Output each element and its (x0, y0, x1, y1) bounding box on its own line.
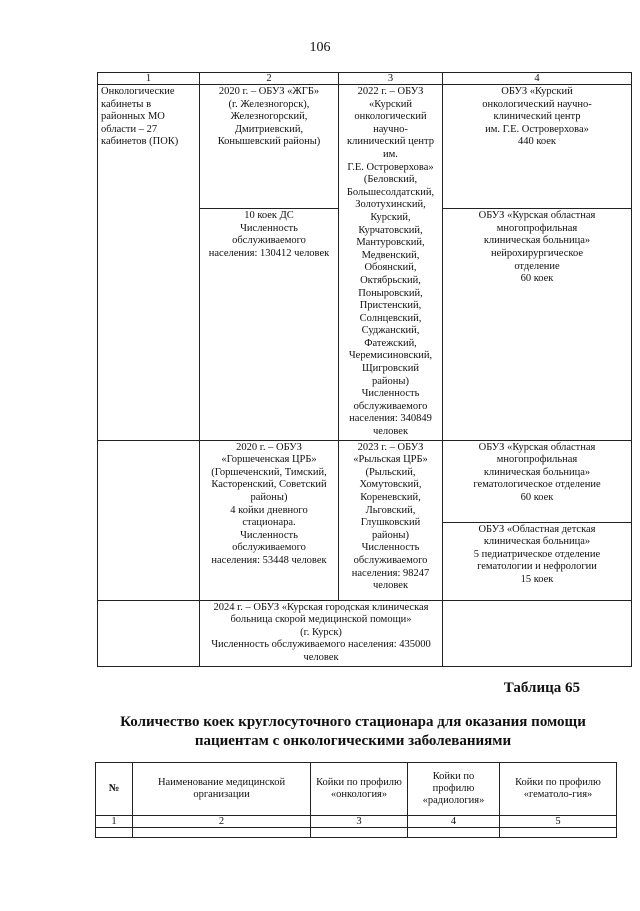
cell-line: Льговский, (365, 504, 416, 516)
col-number: 2 (133, 816, 311, 828)
cell-line: (Горшеченский, Тимский, (211, 466, 327, 478)
cell-line: клиническая больница» (483, 235, 591, 247)
header-oncology-beds: Койки по профилю «онкология» (311, 763, 408, 816)
cell-line: районы) (372, 529, 409, 541)
cell-line: Мантуровский, (356, 237, 425, 249)
cell-line: Черемисиновский, (348, 350, 433, 362)
cell-line: Курчатовский, (358, 224, 423, 236)
cell-line: ОБУЗ «Курская областная (478, 441, 596, 453)
cell-line: 15 коек (520, 574, 554, 585)
cell-line: Пристенский, (359, 300, 422, 312)
cell-line: онкологический научно- (482, 98, 592, 110)
cell-line: 10 коек ДС (244, 210, 294, 222)
cell-line: 2020 г. – ОБУЗ «ЖГБ» (218, 86, 320, 97)
cell-line: Дмитриевский, (234, 123, 304, 135)
cell-line: Солнцевский, (359, 312, 422, 324)
cell-line: Кореневский, (360, 492, 421, 503)
cell-line: населения: 53448 человек (211, 554, 327, 566)
cell-line: 5 педиатрическое отделение (473, 548, 601, 560)
cell-line: человек (372, 426, 409, 438)
cell-line: (г. Курск) (300, 626, 342, 638)
cell-line: ОБУЗ «Областная детская (478, 523, 596, 535)
cell-line: Железногорский, (230, 111, 308, 123)
table-65-label: Таблица 65 (503, 680, 580, 696)
cell-line: стационара. (242, 517, 296, 529)
cell-empty (98, 440, 200, 600)
cell-line: Касторенский, Советский (211, 479, 327, 491)
cell-zhgb (200, 85, 339, 209)
cell-line: Щигровский (362, 363, 419, 375)
cell-empty (96, 828, 133, 838)
cell-line: человек (372, 580, 409, 592)
cell-line: гематологии и нефрологии (477, 561, 597, 573)
table-65-header-row (96, 763, 617, 816)
cell-line: 2024 г. – ОБУЗ «Курская городская клиническая (213, 601, 429, 613)
cell-line: Обоянский, (364, 262, 417, 274)
cell-line: Конышевский районы) (217, 136, 321, 148)
cell-regional-hospital-neurosurgery (443, 209, 632, 440)
cell-empty (443, 600, 632, 666)
cell-line: ОБУЗ «Курская областная (478, 210, 596, 222)
cell-kursk-onco-center-2022 (339, 85, 443, 441)
cell-line: обслуживаемого (232, 235, 306, 247)
cell-line: Октябрьский, (360, 274, 421, 286)
cell-empty (500, 828, 617, 838)
col-number: 4 (443, 73, 632, 85)
cell-line: им. Г.Е. Островерхова» (485, 123, 589, 135)
header-org-name: Наименование медицинской организации (133, 763, 311, 816)
cell-line: Большесолдатский, (346, 186, 435, 198)
header-number: № (96, 763, 133, 816)
cell-line: онкологический (354, 111, 427, 123)
cell-line: Медвенский, (361, 249, 420, 261)
cell-line: клинический центр (493, 111, 581, 123)
table-row (96, 828, 617, 838)
cell-empty (408, 828, 500, 838)
cell-line: клинический центр (347, 136, 434, 148)
cell-line: Численность (361, 388, 420, 400)
cell-line: 2023 г. – ОБУЗ (357, 441, 424, 453)
cell-line: Глушковский (360, 517, 421, 529)
header-hematology-beds: Койки по профилю «гематоло-гия» (500, 763, 617, 816)
cell-line: научно- (373, 123, 408, 135)
cell-line: 4 койки дневного (230, 504, 308, 516)
cell-line: обслуживаемого (353, 400, 428, 412)
cell-line: (Рыльский, (365, 466, 416, 478)
cell-kursk-onco-center (443, 85, 632, 209)
cell-line: (Беловский, (363, 174, 418, 186)
cell-line: Курский, (370, 211, 411, 223)
header-radiology-beds: Койки по профилю «радиология» (408, 763, 500, 816)
col-number: 3 (311, 816, 408, 828)
table-65-column-numbers (96, 816, 617, 828)
table-65 (95, 762, 617, 838)
table-row (98, 440, 632, 522)
cell-empty (133, 828, 311, 838)
cell-line: населения: 98247 (351, 567, 430, 579)
cell-regional-hospital-hematology (443, 440, 632, 522)
cell-line: (г. Железногорск), (228, 98, 310, 110)
cell-empty (311, 828, 408, 838)
cell-line: гематологическое отделение (473, 479, 601, 491)
cell-line: Численность обслуживаемого населения: 435000 (211, 639, 431, 651)
caption-line: пациентам с онкологическими заболеваниями (194, 733, 512, 749)
col-number: 5 (500, 816, 617, 828)
cell-line: районы) (250, 492, 288, 503)
cell-line: обслуживаемого (232, 542, 306, 554)
caption-line: Количество коек круглосуточного стационара для оказания помощи (120, 714, 586, 730)
table-row (98, 600, 632, 666)
cell-line: районы) (372, 375, 409, 387)
cell-line: многопрофильная (496, 222, 578, 234)
cell-line: населения: 130412 человек (208, 247, 330, 259)
cell-line: населения: 340849 (349, 413, 432, 425)
cell-line: человек (303, 652, 339, 663)
cell-line: 440 коек (517, 136, 557, 148)
cell-line: 2020 г. – ОБУЗ (236, 441, 302, 453)
cell-line: «Рыльская ЦРБ» (353, 454, 428, 466)
cell-line: «Курский (369, 98, 412, 110)
table-row (98, 85, 632, 209)
cell-line: многопрофильная (496, 454, 578, 466)
cell-line: им. (383, 148, 398, 160)
cell-line: Хомутовский, (359, 479, 422, 491)
cell-line: 60 коек (520, 492, 554, 503)
cell-line: 2022 г. – ОБУЗ (357, 86, 424, 97)
col-number: 4 (408, 816, 500, 828)
col-number: 2 (200, 73, 339, 85)
cell-line: 60 коек (520, 273, 554, 285)
cell-rylskaya-crb (339, 440, 443, 600)
table-65-caption (96, 713, 610, 751)
cell-line: клиническая больница» (483, 466, 591, 478)
col-number: 1 (98, 73, 200, 85)
cell-line: отделение (514, 260, 560, 272)
cell-gorshechenskaya-crb (200, 440, 339, 600)
cell-line: больница скорой медицинской помощи» (230, 614, 412, 626)
cell-line: «Горшеченская ЦРБ» (221, 454, 317, 466)
cell-zhgb-day-beds (200, 209, 339, 440)
cell-line: Численность (361, 542, 420, 554)
cell-line: Суджанский, (361, 325, 420, 337)
cell-line: Численность (240, 222, 298, 234)
cell-line: Численность (240, 529, 298, 541)
col-number: 1 (96, 816, 133, 828)
table-64-column-numbers (98, 73, 632, 85)
cell-line: обслуживаемого (353, 554, 428, 566)
cell-children-hospital (443, 522, 632, 600)
cell-line: клиническая больница» (483, 536, 591, 548)
cell-line: Золотухинский, (355, 199, 426, 211)
cell-line: Поныровский, (358, 287, 423, 299)
page-number: 106 (309, 40, 331, 55)
cell-empty (98, 600, 200, 666)
cell-line: нейрохирургическое (490, 247, 583, 259)
cell-oncology-cabinets: Онкологические кабинеты в районных МО области – 27 кабинетов (ПОК) (98, 85, 200, 441)
cell-kursk-emergency-hospital (200, 600, 443, 666)
cell-line: Фатежский, (364, 337, 417, 349)
table-64 (97, 72, 632, 667)
cell-line: ОБУЗ «Курский (501, 86, 573, 97)
col-number: 3 (339, 73, 443, 85)
cell-line: Г.Е. Островерхова» (347, 161, 434, 173)
